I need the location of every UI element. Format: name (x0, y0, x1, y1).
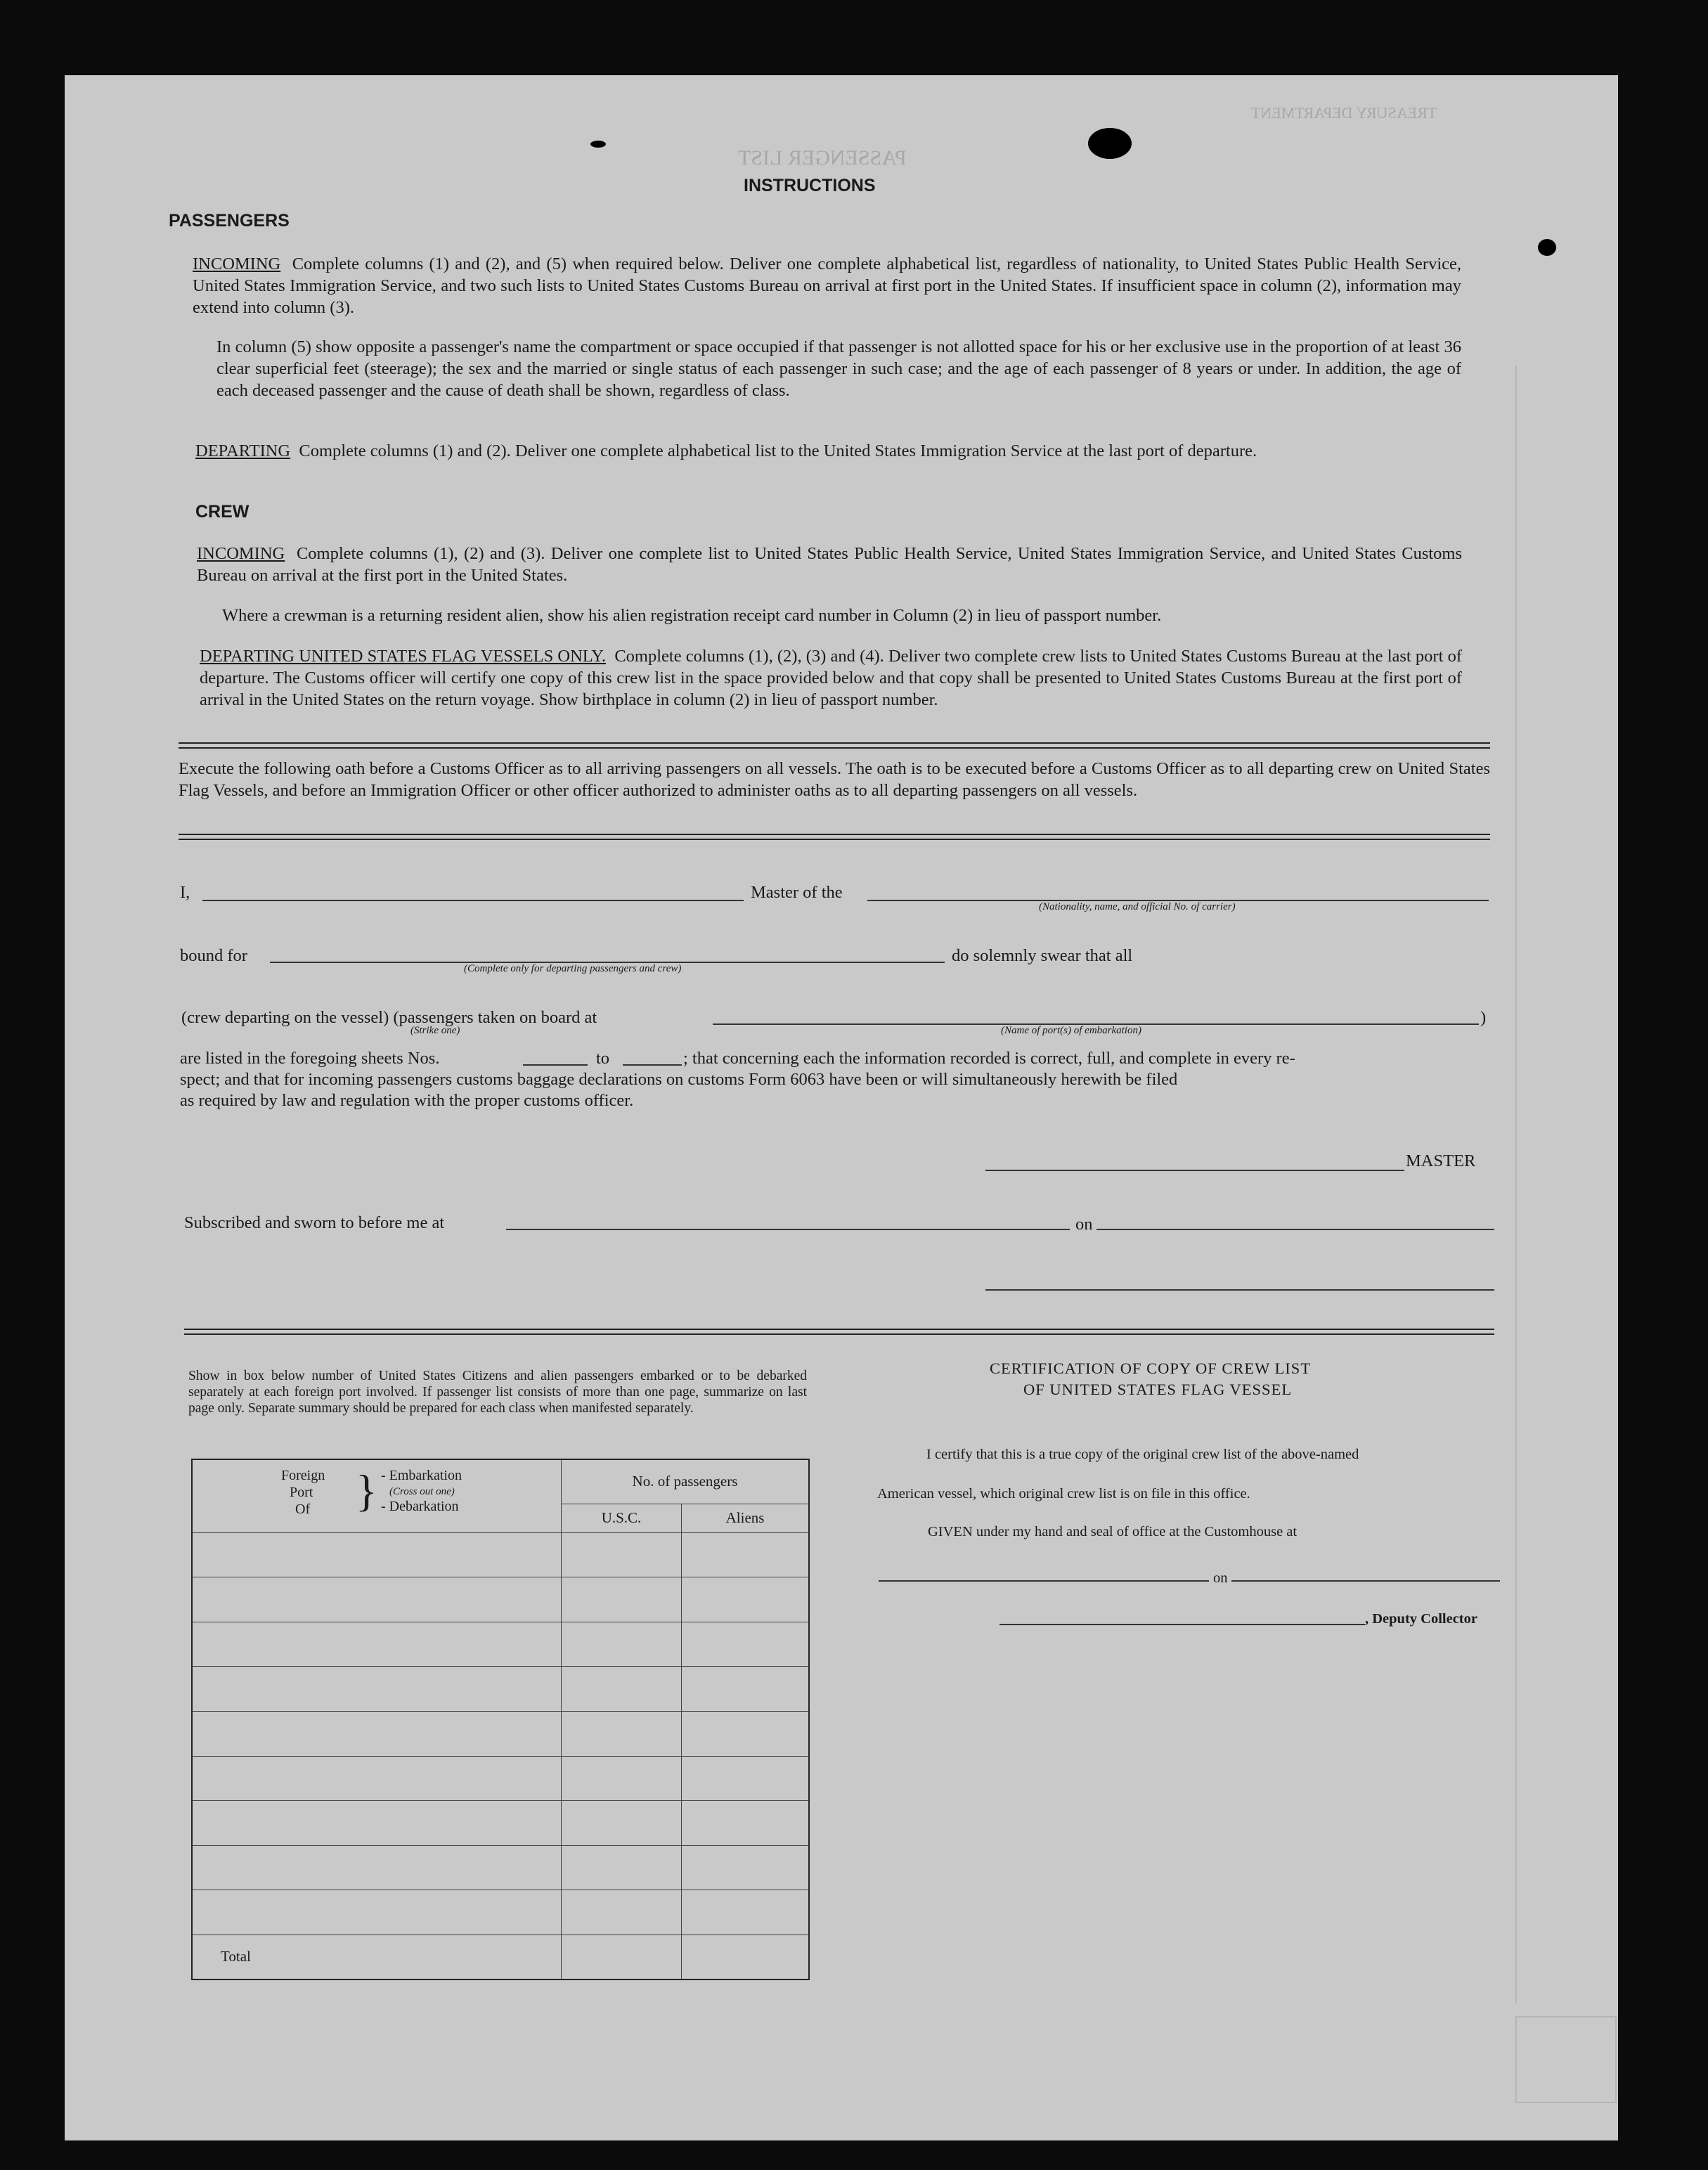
divider (179, 742, 1490, 749)
certification-date-line[interactable] (1231, 1580, 1500, 1582)
ink-blot (1538, 239, 1556, 256)
passenger-summary-table (191, 1459, 810, 1980)
listed-text-c: spect; and that for incoming passengers customs baggage declarations on customs Form 6063 have been or will simultaneously herewith be filed (180, 1070, 1178, 1089)
aliens-total-cell[interactable] (682, 1935, 809, 1980)
port-cell[interactable] (192, 1890, 561, 1935)
master-of-the: Master of the (751, 883, 843, 902)
aliens-cell[interactable] (682, 1712, 809, 1757)
swear-text: do solemnly swear that all (952, 946, 1133, 965)
port-cell[interactable] (192, 1801, 561, 1846)
listed-text-a: are listed in the foregoing sheets Nos. (180, 1049, 440, 1068)
port-cell[interactable] (192, 1622, 561, 1667)
ink-blot (1088, 128, 1132, 159)
crew-incoming-label: INCOMING (197, 544, 285, 563)
divider (184, 1329, 1494, 1335)
crew-departing-text: DEPARTING UNITED STATES FLAG VESSELS ONLY. Complete columns (1), (2), (3) and (4). Deliver two complete crew lists to United States Customs Bureau at the last port of departure. The Customs officer will certify one copy of this crew list in the space provided below and that copy shall be presented to United States Customs Bureau at the first port of arrival in the United States on the return voyage. Show birthplace in column (2) in lieu of passport number. (200, 647, 1462, 709)
debarkation-label[interactable]: - Debarkation (381, 1499, 459, 1515)
aliens-cell[interactable] (682, 1890, 809, 1935)
subscribed-text: Subscribed and sworn to before me at (184, 1213, 445, 1232)
bleed-through-box (1515, 2016, 1617, 2103)
listed-text-d: as required by law and regulation with the proper customs officer. (180, 1091, 634, 1110)
bleed-through-header: TREASURY DEPARTMENT (1251, 104, 1437, 122)
form-title: INSTRUCTIONS (744, 176, 876, 195)
carrier-caption: (Nationality, name, and official No. of carrier) (1039, 901, 1236, 912)
incoming-label: INCOMING (193, 254, 281, 273)
crew-incoming-text: INCOMING Complete columns (1), (2) and (3). Deliver one complete list to United States Public Health Service, United States Immigration Service, and United States Customs Bureau on arrival at the first port in the United States. (197, 544, 1463, 585)
aliens-header: Aliens (682, 1504, 809, 1532)
ink-blot (590, 141, 606, 148)
crew-resident-text: Where a crewman is a returning resident alien, show his alien registration receipt card number in Column (2) in lieu of passport number. (222, 606, 1162, 625)
passengers-departing-text: DEPARTING Complete columns (1) and (2). Deliver one complete alphabetical list to the United States Immigration Service at the last port of departure. (195, 441, 1257, 460)
certify-text-2: American vessel, which original crew list is on file in this office. (877, 1486, 1250, 1501)
port-cell[interactable] (192, 1756, 561, 1801)
master-name-line[interactable] (202, 900, 744, 901)
port-cell[interactable] (192, 1712, 561, 1757)
customhouse-line[interactable] (879, 1580, 1209, 1582)
deputy-signature-line[interactable] (999, 1624, 1365, 1625)
departing-label: DEPARTING (195, 441, 291, 460)
oath-intro: Execute the following oath before a Customs Officer as to all arriving passengers on all vessels. The oath is to be executed before a Customs Officer as to all departing crew on United States Flag Vessels, and before an Immigration Officer or other officer authorized to administer oaths as to all departing passengers on all vessels. (179, 759, 1490, 800)
aliens-cell[interactable] (682, 1756, 809, 1801)
summary-intro: Show in box below number of United States Citizens and alien passengers embarked or to be debarked separately at each foreign port involved. If passenger list consists of more than one page, summarize on last page only. Separate summary should be prepared for each class when manifested separately. (188, 1369, 807, 1416)
port-cell[interactable] (192, 1667, 561, 1712)
usc-total-cell[interactable] (561, 1935, 681, 1980)
usc-cell[interactable] (561, 1890, 681, 1935)
bound-caption: (Complete only for departing passengers and crew) (464, 963, 682, 974)
certification-title-2: OF UNITED STATES FLAG VESSEL (1023, 1381, 1293, 1398)
total-label: Total (192, 1935, 561, 1980)
officer-signature-line[interactable] (985, 1289, 1494, 1291)
aliens-cell[interactable] (682, 1622, 809, 1667)
port-cell[interactable] (192, 1577, 561, 1622)
ports-caption: (Name of port(s) of embarkation) (1001, 1025, 1141, 1036)
aliens-cell[interactable] (682, 1577, 809, 1622)
usc-cell[interactable] (561, 1712, 681, 1757)
aliens-cell[interactable] (682, 1845, 809, 1890)
column5-text: In column (5) show opposite a passenger's name the compartment or space occupied if that passenger is not allotted space for his or her exclusive use in the proportion of at least 36 clear superficial feet (steerage); the sex and the married or single status of each passenger in such case; and the age of each passenger of 8 years or under. In addition, the age of each deceased passenger and the cause of death shall be shown, regardless of class. (216, 337, 1461, 400)
certification-title-1: CERTIFICATION OF COPY OF CREW LIST (990, 1360, 1312, 1377)
master-signature-line[interactable] (985, 1170, 1404, 1171)
usc-cell[interactable] (561, 1801, 681, 1846)
bound-for: bound for (180, 946, 247, 965)
usc-header: U.S.C. (561, 1504, 681, 1532)
port-label: Port (290, 1485, 313, 1501)
subscribed-on: on (1075, 1215, 1093, 1234)
certify-text-1: I certify that this is a true copy of the original crew list of the above-named (926, 1447, 1359, 1462)
divider (179, 834, 1490, 840)
usc-cell[interactable] (561, 1577, 681, 1622)
passengers-incoming-text: INCOMING Complete columns (1) and (2), and (5) when required below. Deliver one complete alphabetical list, regardless of nationality, to United States Public Health Service, United States Immigration Service, and two such lists to United States Customs Bureau on arrival at first port in the United States. If insufficient space in column (2), information may extend into column (3). (193, 254, 1462, 317)
of-label: Of (295, 1501, 311, 1518)
oath-i: I, (180, 883, 190, 902)
sheet-from-line[interactable] (523, 1064, 588, 1066)
usc-cell[interactable] (561, 1845, 681, 1890)
aliens-cell[interactable] (682, 1801, 809, 1846)
cross-out-caption: (Cross out one) (389, 1486, 455, 1498)
strike-one: (Strike one) (410, 1025, 460, 1036)
subscribed-date-line[interactable] (1096, 1229, 1494, 1230)
usc-cell[interactable] (561, 1532, 681, 1577)
brace-icon: } (356, 1466, 377, 1516)
usc-cell[interactable] (561, 1756, 681, 1801)
sheet-to-line[interactable] (623, 1064, 682, 1066)
bleed-through-title: PASSENGER LIST (738, 146, 907, 169)
crew-departing-label: DEPARTING UNITED STATES FLAG VESSELS ONLY. (200, 647, 606, 666)
passengers-heading: PASSENGERS (169, 211, 290, 231)
port-cell[interactable] (192, 1532, 561, 1577)
no-passengers-header: No. of passengers (561, 1459, 809, 1504)
foreign-port-header (192, 1459, 561, 1532)
embarkation-label[interactable]: - Embarkation (381, 1468, 462, 1484)
listed-to: to (596, 1049, 610, 1068)
master-label: MASTER (1406, 1151, 1476, 1170)
foreign-label: Foreign (281, 1468, 325, 1484)
listed-text-b: ; that concerning each the information recorded is correct, full, and complete in every re- (683, 1049, 1295, 1068)
usc-cell[interactable] (561, 1667, 681, 1712)
bleed-through-rule (1515, 366, 1517, 2003)
deputy-collector-label: , Deputy Collector (1365, 1611, 1477, 1627)
given-text: GIVEN under my hand and seal of office at the Customhouse at (928, 1524, 1298, 1539)
usc-cell[interactable] (561, 1622, 681, 1667)
port-cell[interactable] (192, 1845, 561, 1890)
aliens-cell[interactable] (682, 1532, 809, 1577)
certification-on: on (1213, 1570, 1228, 1586)
close-paren: ) (1480, 1008, 1487, 1027)
aliens-cell[interactable] (682, 1667, 809, 1712)
crew-heading: CREW (195, 502, 250, 522)
subscribed-place-line[interactable] (506, 1229, 1070, 1230)
crew-departing-clause: (crew departing on the vessel) (passengers taken on board at (181, 1008, 597, 1027)
